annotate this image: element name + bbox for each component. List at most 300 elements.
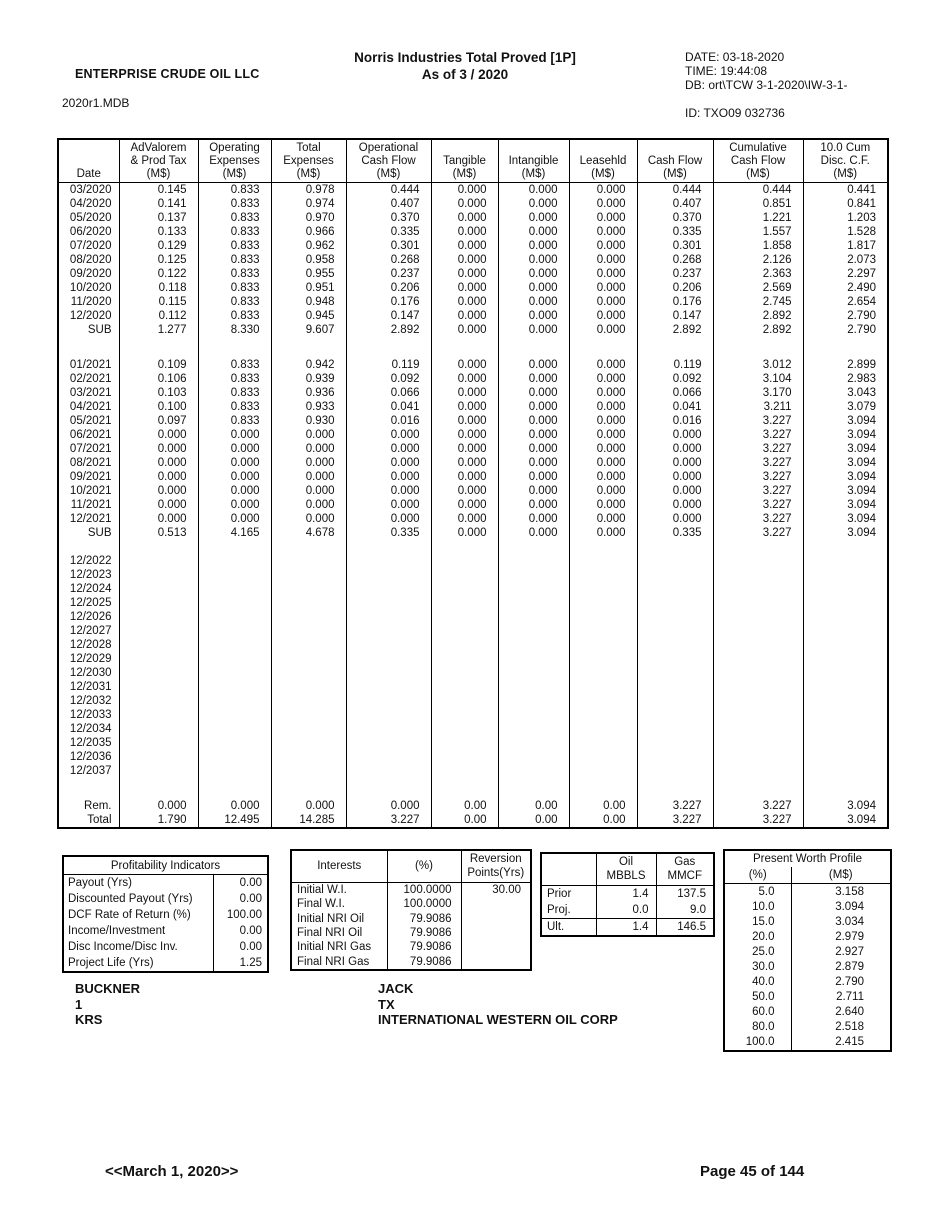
table-cell: Final W.I.: [297, 898, 345, 911]
table-cell: [271, 652, 346, 666]
profitability-title: Profitability Indicators: [63, 856, 268, 875]
table-cell: 80.0: [752, 1021, 775, 1034]
table-cell: [498, 596, 569, 610]
table-row: [58, 197, 888, 211]
table-cell: 0.000: [637, 442, 713, 456]
table-cell: [119, 638, 198, 652]
table-cell: 3.227: [713, 456, 803, 470]
table-cell: [803, 736, 888, 750]
table-cell: 0.000: [498, 456, 569, 470]
table-cell: 0.206: [346, 281, 431, 295]
table-cell: Initial W.I.: [297, 884, 347, 897]
table-cell: [637, 596, 713, 610]
table-cell: [461, 954, 531, 969]
table-cell: [346, 568, 431, 582]
table-cell: [431, 596, 498, 610]
table-cell: 15.0: [752, 915, 775, 928]
table-cell: 0.833: [198, 253, 271, 267]
table-cell: 12/2024: [69, 583, 112, 595]
table-cell: 0.000: [431, 400, 498, 414]
report-meta-block: [685, 50, 847, 92]
table-cell: [569, 652, 637, 666]
table-cell: 12/2026: [69, 611, 112, 623]
column-header: (%): [387, 850, 461, 883]
table-cell: 0.000: [431, 386, 498, 400]
table-cell: 0.000: [198, 512, 271, 526]
table-cell: 0.000: [569, 414, 637, 428]
cashflow-section-2020: [58, 183, 888, 338]
table-cell: 0.000: [498, 253, 569, 267]
table-cell: 0.000: [198, 442, 271, 456]
table-cell: 30.00: [461, 883, 531, 898]
table-cell: SUB: [87, 527, 112, 539]
table-cell: [119, 568, 198, 582]
table-row: [58, 778, 888, 813]
table-cell: 0.974: [271, 197, 346, 211]
table-cell: 0.118: [119, 281, 198, 295]
table-cell: 12/2025: [69, 597, 112, 609]
table-cell: Final NRI Gas: [297, 955, 370, 968]
table-cell: [198, 540, 271, 568]
table-cell: 0.000: [431, 225, 498, 239]
table-cell: 03/2020: [69, 184, 112, 196]
table-cell: 3.012: [713, 337, 803, 372]
table-cell: [346, 708, 431, 722]
table-cell: 3.211: [713, 400, 803, 414]
table-cell: 0.000: [119, 484, 198, 498]
table-cell: 0.335: [637, 526, 713, 540]
table-cell: 0.000: [569, 484, 637, 498]
table-cell: 0.268: [637, 253, 713, 267]
table-cell: 0.335: [637, 225, 713, 239]
report-db-path: DB: ort\TCW 3-1-2020\IW-3-1-: [685, 78, 848, 92]
table-cell: 0.000: [569, 526, 637, 540]
table-cell: 0.936: [271, 386, 346, 400]
state-code: TX: [378, 996, 395, 1012]
table-cell: 3.094: [803, 778, 888, 813]
table-cell: 0.942: [271, 337, 346, 372]
table-row: [291, 883, 531, 898]
table-cell: [346, 582, 431, 596]
table-cell: 0.176: [637, 295, 713, 309]
reserves-body: [541, 886, 714, 937]
table-cell: [713, 624, 803, 638]
table-cell: [637, 764, 713, 778]
table-cell: 08/2021: [69, 457, 112, 469]
table-cell: [461, 940, 531, 954]
table-cell: 0.833: [198, 295, 271, 309]
table-cell: Prior: [547, 888, 572, 900]
table-cell: [431, 582, 498, 596]
table-cell: [198, 750, 271, 764]
table-cell: [637, 610, 713, 624]
table-cell: 0.301: [346, 239, 431, 253]
table-row: [724, 914, 891, 929]
table-row: [63, 875, 268, 892]
table-cell: 0.000: [431, 512, 498, 526]
table-cell: [569, 694, 637, 708]
table-cell: [431, 624, 498, 638]
table-cell: 12/2035: [69, 737, 112, 749]
table-cell: 0.125: [119, 253, 198, 267]
table-cell: Income/Investment: [68, 925, 166, 937]
table-row: [58, 813, 888, 828]
table-cell: 0.000: [431, 526, 498, 540]
table-cell: 0.00: [569, 778, 637, 813]
present-worth-title-row: [724, 850, 891, 867]
table-cell: 12/2021: [69, 513, 112, 525]
table-cell: 0.000: [431, 337, 498, 372]
table-cell: [431, 540, 498, 568]
table-cell: 05/2021: [69, 415, 112, 427]
interests-body: [291, 883, 531, 970]
table-cell: 03/2021: [69, 387, 112, 399]
table-cell: [431, 610, 498, 624]
profitability-body: [63, 875, 268, 973]
table-cell: [498, 540, 569, 568]
table-cell: 3.227: [713, 498, 803, 512]
table-cell: 0.000: [119, 428, 198, 442]
table-cell: [803, 750, 888, 764]
table-row: [58, 253, 888, 267]
table-cell: 0.513: [119, 526, 198, 540]
table-cell: 0.833: [198, 386, 271, 400]
table-cell: 12/2033: [69, 709, 112, 721]
table-cell: [346, 624, 431, 638]
table-cell: [569, 568, 637, 582]
table-cell: 12/2030: [69, 667, 112, 679]
table-cell: 0.000: [431, 428, 498, 442]
table-cell: [346, 638, 431, 652]
table-row: [63, 955, 268, 972]
reserves-table: [540, 852, 715, 937]
table-cell: [119, 540, 198, 568]
table-cell: [713, 610, 803, 624]
table-cell: [431, 652, 498, 666]
table-cell: 0.000: [431, 183, 498, 198]
table-cell: [637, 750, 713, 764]
table-cell: 0.000: [569, 281, 637, 295]
table-cell: 0.097: [119, 414, 198, 428]
table-cell: 0.000: [637, 484, 713, 498]
table-cell: 2.297: [803, 267, 888, 281]
table-cell: 79.9086: [387, 940, 461, 954]
table-cell: 0.000: [498, 428, 569, 442]
table-cell: 0.000: [637, 456, 713, 470]
table-cell: 0.000: [569, 267, 637, 281]
table-cell: [431, 694, 498, 708]
table-cell: 100.00: [213, 907, 268, 923]
table-cell: 0.129: [119, 239, 198, 253]
table-cell: 0.407: [637, 197, 713, 211]
table-cell: 3.034: [791, 914, 891, 929]
table-cell: [637, 708, 713, 722]
table-cell: 0.000: [346, 512, 431, 526]
table-cell: [498, 722, 569, 736]
table-cell: [119, 764, 198, 778]
table-cell: 2.745: [713, 295, 803, 309]
table-cell: 0.147: [637, 309, 713, 323]
table-cell: [271, 694, 346, 708]
table-cell: 0.444: [713, 183, 803, 198]
table-cell: 0.930: [271, 414, 346, 428]
table-row: [291, 912, 531, 926]
table-cell: 0.833: [198, 400, 271, 414]
table-cell: 0.00: [431, 778, 498, 813]
table-row: [58, 211, 888, 225]
table-cell: [498, 736, 569, 750]
table-row: [58, 764, 888, 778]
table-row: [58, 470, 888, 484]
table-cell: 0.978: [271, 183, 346, 198]
table-cell: 0.955: [271, 267, 346, 281]
table-cell: 1.221: [713, 211, 803, 225]
table-cell: [119, 722, 198, 736]
table-cell: 10.0: [752, 900, 775, 913]
table-cell: [119, 750, 198, 764]
table-cell: 0.335: [346, 526, 431, 540]
table-cell: [569, 624, 637, 638]
column-header: AdValorem & Prod Tax (M$): [119, 139, 198, 183]
table-row: [58, 610, 888, 624]
table-row: [724, 1005, 891, 1020]
table-cell: 30.0: [752, 961, 775, 974]
table-cell: 12/2031: [69, 681, 112, 693]
table-cell: 0.000: [569, 323, 637, 337]
table-cell: 0.268: [346, 253, 431, 267]
reserves-header-row: [541, 853, 714, 886]
table-cell: 2.983: [803, 372, 888, 386]
table-cell: 0.000: [271, 778, 346, 813]
table-cell: 3.170: [713, 386, 803, 400]
table-cell: 0.000: [271, 428, 346, 442]
county-name: JACK: [378, 981, 414, 996]
table-cell: 0.000: [569, 512, 637, 526]
table-cell: 0.122: [119, 267, 198, 281]
table-cell: 0.000: [271, 456, 346, 470]
table-cell: 2.927: [791, 944, 891, 959]
table-cell: 0.000: [569, 253, 637, 267]
table-row: [58, 267, 888, 281]
table-cell: 0.000: [198, 470, 271, 484]
table-cell: [119, 582, 198, 596]
table-cell: [569, 666, 637, 680]
table-cell: 3.094: [803, 813, 888, 828]
table-cell: 0.000: [498, 225, 569, 239]
table-cell: [569, 638, 637, 652]
table-cell: [346, 736, 431, 750]
table-cell: 12/2036: [69, 751, 112, 763]
table-cell: 0.000: [569, 386, 637, 400]
table-cell: 3.227: [713, 512, 803, 526]
table-cell: Initial NRI Gas: [297, 941, 372, 954]
column-header: [541, 853, 596, 886]
table-cell: [803, 666, 888, 680]
table-cell: 3.094: [803, 512, 888, 526]
table-cell: 0.301: [637, 239, 713, 253]
table-row: [291, 897, 531, 911]
table-row: [58, 309, 888, 323]
table-cell: 0.106: [119, 372, 198, 386]
table-cell: [498, 764, 569, 778]
table-row: [58, 666, 888, 680]
table-cell: 4.678: [271, 526, 346, 540]
table-cell: 0.103: [119, 386, 198, 400]
table-cell: [569, 764, 637, 778]
table-cell: [346, 694, 431, 708]
table-cell: 0.000: [637, 470, 713, 484]
table-cell: [119, 694, 198, 708]
table-cell: 0.016: [637, 414, 713, 428]
table-cell: 0.133: [119, 225, 198, 239]
table-cell: 0.000: [498, 197, 569, 211]
table-cell: Proj.: [547, 904, 571, 916]
table-cell: 146.5: [656, 919, 714, 937]
table-row: [63, 939, 268, 955]
table-cell: 0.939: [271, 372, 346, 386]
table-cell: 0.000: [569, 456, 637, 470]
table-cell: [713, 652, 803, 666]
table-cell: 0.119: [637, 337, 713, 372]
table-cell: 0.833: [198, 309, 271, 323]
table-cell: [803, 680, 888, 694]
table-cell: 0.370: [346, 211, 431, 225]
table-cell: [803, 638, 888, 652]
table-cell: [803, 652, 888, 666]
table-cell: 3.227: [637, 813, 713, 828]
table-cell: [498, 680, 569, 694]
table-cell: [346, 610, 431, 624]
table-cell: 0.000: [431, 484, 498, 498]
table-cell: 0.092: [637, 372, 713, 386]
table-row: [58, 323, 888, 337]
table-cell: 2.892: [713, 323, 803, 337]
table-cell: 0.000: [498, 309, 569, 323]
table-cell: 2.892: [346, 323, 431, 337]
table-cell: 0.00: [213, 939, 268, 955]
table-cell: 0.833: [198, 414, 271, 428]
table-cell: 60.0: [752, 1006, 775, 1019]
table-row: [58, 624, 888, 638]
table-cell: 0.115: [119, 295, 198, 309]
cashflow-section-future-years: [58, 540, 888, 778]
table-cell: [713, 694, 803, 708]
table-cell: 0.000: [498, 323, 569, 337]
table-cell: 0.000: [431, 253, 498, 267]
table-cell: [346, 540, 431, 568]
table-cell: [198, 638, 271, 652]
table-cell: [637, 694, 713, 708]
table-cell: [498, 568, 569, 582]
table-cell: 0.000: [198, 484, 271, 498]
table-cell: 0.000: [198, 428, 271, 442]
table-cell: 12/2029: [69, 653, 112, 665]
table-cell: 0.147: [346, 309, 431, 323]
table-cell: 3.227: [713, 526, 803, 540]
table-cell: 0.000: [498, 183, 569, 198]
table-row: [291, 940, 531, 954]
table-cell: [569, 680, 637, 694]
table-cell: 0.833: [198, 211, 271, 225]
table-cell: 3.094: [803, 456, 888, 470]
table-cell: [713, 666, 803, 680]
cashflow-section-2021: [58, 337, 888, 540]
table-row: [58, 652, 888, 666]
table-cell: 0.000: [569, 372, 637, 386]
table-cell: 2.892: [637, 323, 713, 337]
table-cell: [498, 652, 569, 666]
table-cell: 2.126: [713, 253, 803, 267]
table-cell: 0.000: [198, 456, 271, 470]
table-cell: [119, 708, 198, 722]
table-cell: Ult.: [541, 919, 596, 937]
column-header: Reversion Points(Yrs): [461, 850, 531, 883]
table-cell: [271, 722, 346, 736]
field-code: KRS: [75, 1012, 103, 1028]
table-cell: 2.899: [803, 337, 888, 372]
table-cell: 0.000: [271, 442, 346, 456]
table-cell: 0.000: [431, 267, 498, 281]
table-cell: 2.790: [791, 975, 891, 990]
present-worth-header-row: [724, 867, 891, 884]
table-cell: Discounted Payout (Yrs): [68, 893, 193, 905]
table-cell: 12/2034: [69, 723, 112, 735]
table-cell: [198, 568, 271, 582]
table-cell: 0.833: [198, 239, 271, 253]
table-row: [724, 899, 891, 914]
table-cell: [431, 568, 498, 582]
table-cell: 0.109: [119, 337, 198, 372]
table-cell: [271, 638, 346, 652]
table-cell: 1.4: [596, 886, 656, 903]
table-cell: 0.000: [498, 239, 569, 253]
table-cell: [271, 736, 346, 750]
table-cell: 0.000: [569, 337, 637, 372]
table-cell: 0.00: [213, 875, 268, 892]
table-cell: 9.0: [656, 902, 714, 919]
table-row: [58, 736, 888, 750]
footer-effective-date: <<March 1, 2020>>: [105, 1163, 239, 1180]
table-cell: 2.569: [713, 281, 803, 295]
table-cell: 0.000: [637, 428, 713, 442]
table-cell: Rem.: [84, 800, 112, 812]
table-row: [724, 1020, 891, 1035]
table-cell: 0.000: [431, 309, 498, 323]
table-cell: 9.607: [271, 323, 346, 337]
table-row: [58, 708, 888, 722]
table-cell: 0.000: [569, 428, 637, 442]
table-cell: 3.227: [713, 442, 803, 456]
table-cell: 0.000: [498, 442, 569, 456]
table-cell: 0.000: [431, 498, 498, 512]
table-cell: [803, 610, 888, 624]
table-cell: [346, 652, 431, 666]
table-cell: 3.094: [803, 484, 888, 498]
database-file-name: 2020r1.MDB: [62, 96, 130, 110]
table-row: [58, 414, 888, 428]
table-cell: Disc Income/Disc Inv.: [68, 941, 178, 953]
table-cell: [346, 722, 431, 736]
table-cell: [637, 652, 713, 666]
table-cell: 02/2021: [69, 373, 112, 385]
table-cell: [637, 582, 713, 596]
table-cell: 0.000: [498, 372, 569, 386]
table-cell: 2.711: [791, 990, 891, 1005]
table-cell: 2.640: [791, 1005, 891, 1020]
table-cell: [271, 582, 346, 596]
column-header: Gas MMCF: [656, 853, 714, 886]
table-cell: [803, 596, 888, 610]
